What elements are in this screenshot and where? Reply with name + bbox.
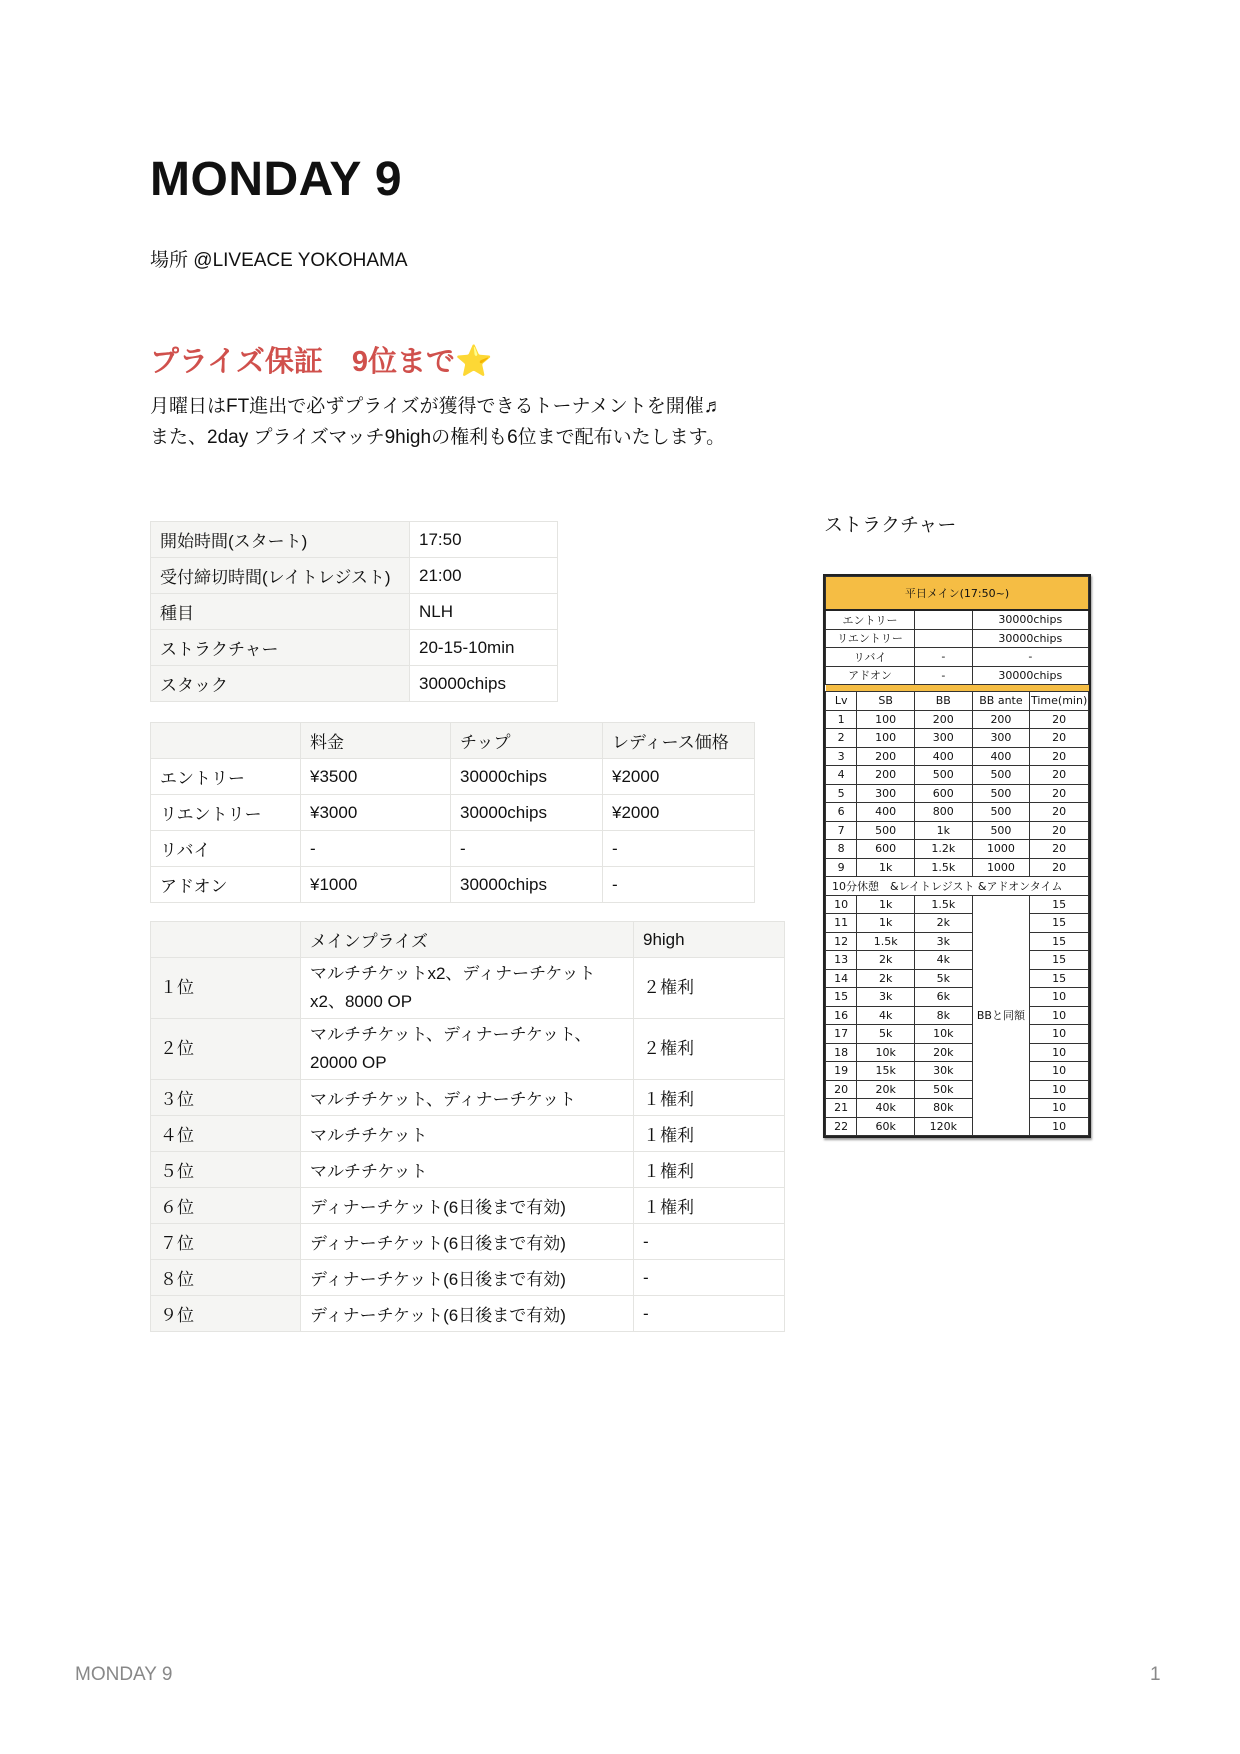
info-value: 20-15-10min (410, 630, 558, 666)
level-row (826, 914, 1089, 933)
level-cell: 7 (826, 821, 857, 840)
level-cell: 300 (857, 784, 915, 803)
fee-ladies: ¥2000 (603, 795, 755, 831)
rank-9high: - (634, 1260, 785, 1296)
summary-row (826, 610, 1089, 629)
table-row (151, 1019, 785, 1080)
level-row (826, 858, 1089, 877)
fee-price: - (301, 831, 451, 867)
level-row (826, 747, 1089, 766)
level-row (826, 1025, 1089, 1044)
rank-prize: マルチチケット (301, 1152, 634, 1188)
level-cell: 20 (1030, 784, 1089, 803)
rank-label: １位 (151, 958, 301, 1019)
level-cell: 300 (914, 729, 972, 748)
level-cell: 1.5k (857, 932, 915, 951)
table-header-row (151, 922, 785, 958)
table-row (151, 759, 755, 795)
level-cell: 200 (972, 710, 1030, 729)
level-cell: 14 (826, 969, 857, 988)
table-row (151, 594, 558, 630)
level-cell: 1 (826, 710, 857, 729)
summary-row (826, 666, 1089, 685)
level-cell: 40k (857, 1099, 915, 1118)
level-cell: 2k (857, 969, 915, 988)
level-cell: 20 (1030, 821, 1089, 840)
fee-price: ¥1000 (301, 867, 451, 903)
level-cell: 1000 (972, 840, 1030, 859)
column-header: SB (857, 692, 915, 711)
level-cell: 11 (826, 914, 857, 933)
level-cell: 15 (1030, 895, 1089, 914)
level-cell: 17 (826, 1025, 857, 1044)
level-cell: 10 (1030, 988, 1089, 1007)
fee-chips: - (451, 831, 603, 867)
level-cell: 1k (857, 895, 915, 914)
level-cell: 800 (914, 803, 972, 822)
rank-9high: １権利 (634, 1116, 785, 1152)
info-label: スタック (151, 666, 410, 702)
prize-heading-text: プライズ保証 9位まで (150, 346, 455, 378)
level-cell: 18 (826, 1043, 857, 1062)
table-row (151, 958, 785, 1019)
level-cell: 500 (972, 803, 1030, 822)
level-row (826, 988, 1089, 1007)
level-cell: 10 (1030, 1062, 1089, 1081)
info-value: 21:00 (410, 558, 558, 594)
summary-row (826, 648, 1089, 667)
fee-type: アドオン (151, 867, 301, 903)
level-cell: 100 (857, 729, 915, 748)
level-cell: 200 (857, 766, 915, 785)
column-header: 9high (634, 922, 785, 958)
prize-table (150, 921, 785, 1332)
level-cell: 2k (914, 914, 972, 933)
level-cell: 21 (826, 1099, 857, 1118)
summary-label: リエントリー (826, 629, 915, 648)
info-value: 17:50 (410, 522, 558, 558)
rank-9high: １権利 (634, 1152, 785, 1188)
structure-banner: 平日メイン(17:50~) (826, 577, 1089, 611)
level-cell: 400 (857, 803, 915, 822)
level-cell: 10 (1030, 1043, 1089, 1062)
summary-mid: - (914, 648, 972, 667)
intro-line: 月曜日はFT進出で必ずプライズが獲得できるトーナメントを開催♬ (150, 396, 723, 417)
level-cell: 60k (857, 1117, 915, 1136)
column-header: 料金 (301, 723, 451, 759)
level-cell: 8 (826, 840, 857, 859)
level-row (826, 1117, 1089, 1136)
column-header (151, 922, 301, 958)
table-row (151, 1260, 785, 1296)
level-row (826, 1062, 1089, 1081)
rank-9high: - (634, 1296, 785, 1332)
level-cell: 10 (1030, 1117, 1089, 1136)
level-cell: 3k (914, 932, 972, 951)
summary-label: リバイ (826, 648, 915, 667)
rank-label: ２位 (151, 1019, 301, 1080)
level-row (826, 1099, 1089, 1118)
table-header-row (151, 723, 755, 759)
rank-prize: マルチチケットx2、ディナーチケットx2、8000 OP (301, 958, 634, 1019)
rank-9high: ２権利 (634, 958, 785, 1019)
level-cell: 12 (826, 932, 857, 951)
info-label: 開始時間(スタート) (151, 522, 410, 558)
structure-label: ストラクチャー (824, 515, 957, 536)
level-cell: 15 (1030, 969, 1089, 988)
level-cell: 30k (914, 1062, 972, 1081)
level-cell: 20k (914, 1043, 972, 1062)
rank-label: ９位 (151, 1296, 301, 1332)
level-cell: 6k (914, 988, 972, 1007)
event-info-table (150, 521, 558, 702)
rank-prize: マルチチケット (301, 1116, 634, 1152)
level-cell: 600 (857, 840, 915, 859)
level-cell: 9 (826, 858, 857, 877)
level-cell: 50k (914, 1080, 972, 1099)
level-cell: 100 (857, 710, 915, 729)
level-cell: 10k (914, 1025, 972, 1044)
level-cell: 10 (1030, 1025, 1089, 1044)
info-label: 受付締切時間(レイトレジスト) (151, 558, 410, 594)
level-row (826, 784, 1089, 803)
ante-note: BBと同額 (972, 895, 1030, 1136)
level-cell: 400 (914, 747, 972, 766)
level-cell: 20k (857, 1080, 915, 1099)
level-cell: 13 (826, 951, 857, 970)
level-cell: 10 (1030, 1099, 1089, 1118)
fee-ladies: - (603, 831, 755, 867)
level-row (826, 840, 1089, 859)
rank-9high: １権利 (634, 1080, 785, 1116)
level-cell: 20 (1030, 858, 1089, 877)
table-row (151, 558, 558, 594)
rank-9high: - (634, 1224, 785, 1260)
level-cell: 300 (972, 729, 1030, 748)
level-cell: 500 (972, 821, 1030, 840)
rank-label: ７位 (151, 1224, 301, 1260)
summary-mid: - (914, 666, 972, 685)
level-row (826, 951, 1089, 970)
info-label: 種目 (151, 594, 410, 630)
footer-title: MONDAY 9 (75, 1664, 173, 1685)
structure-table (825, 576, 1089, 1136)
column-header: BB ante (972, 692, 1030, 711)
level-cell: 15k (857, 1062, 915, 1081)
fee-chips: 30000chips (451, 867, 603, 903)
level-cell: 2 (826, 729, 857, 748)
level-cell: 10k (857, 1043, 915, 1062)
structure-header-row (826, 692, 1089, 711)
level-cell: 500 (857, 821, 915, 840)
rank-label: ４位 (151, 1116, 301, 1152)
rank-label: ５位 (151, 1152, 301, 1188)
level-cell: 1k (914, 821, 972, 840)
rank-prize: マルチチケット、ディナーチケット、20000 OP (301, 1019, 634, 1080)
level-cell: 1k (857, 858, 915, 877)
divider (826, 685, 1089, 692)
level-cell: 500 (972, 784, 1030, 803)
column-header: メインプライズ (301, 922, 634, 958)
level-cell: 20 (826, 1080, 857, 1099)
level-row (826, 710, 1089, 729)
prize-heading (150, 342, 492, 382)
table-row (151, 522, 558, 558)
level-cell: 3k (857, 988, 915, 1007)
level-row (826, 1006, 1089, 1025)
fee-price: ¥3000 (301, 795, 451, 831)
level-cell: 10 (1030, 1080, 1089, 1099)
level-row (826, 766, 1089, 785)
level-row (826, 803, 1089, 822)
level-cell: 1.2k (914, 840, 972, 859)
level-cell: 4k (914, 951, 972, 970)
level-cell: 1.5k (914, 895, 972, 914)
level-row (826, 932, 1089, 951)
level-cell: 5k (914, 969, 972, 988)
intro-text (150, 391, 725, 453)
column-header: BB (914, 692, 972, 711)
level-cell: 22 (826, 1117, 857, 1136)
table-row (151, 1188, 785, 1224)
rank-prize: ディナーチケット(6日後まで有効) (301, 1260, 634, 1296)
fee-chips: 30000chips (451, 759, 603, 795)
rank-9high: ２権利 (634, 1019, 785, 1080)
rank-prize: マルチチケット、ディナーチケット (301, 1080, 634, 1116)
fee-table (150, 722, 755, 903)
level-cell: 20 (1030, 747, 1089, 766)
fee-ladies: ¥2000 (603, 759, 755, 795)
table-row (151, 867, 755, 903)
column-header (151, 723, 301, 759)
rank-prize: ディナーチケット(6日後まで有効) (301, 1224, 634, 1260)
level-cell: 20 (1030, 710, 1089, 729)
level-cell: 400 (972, 747, 1030, 766)
level-row (826, 895, 1089, 914)
level-cell: 10 (1030, 1006, 1089, 1025)
page-number: 1 (1150, 1664, 1161, 1685)
summary-mid (914, 629, 972, 648)
levels-group-a (826, 710, 1089, 877)
level-cell: 120k (914, 1117, 972, 1136)
level-cell: 20 (1030, 803, 1089, 822)
star-icon: ⭐ (454, 345, 493, 378)
info-label: ストラクチャー (151, 630, 410, 666)
table-row (151, 630, 558, 666)
level-row (826, 1080, 1089, 1099)
level-cell: 600 (914, 784, 972, 803)
level-cell: 19 (826, 1062, 857, 1081)
table-row (151, 831, 755, 867)
rank-prize: ディナーチケット(6日後まで有効) (301, 1188, 634, 1224)
summary-label: アドオン (826, 666, 915, 685)
column-header: Time(min) (1030, 692, 1089, 711)
structure-sheet (823, 574, 1091, 1138)
venue-text: 場所 @LIVEACE YOKOHAMA (150, 250, 408, 271)
level-cell: 3 (826, 747, 857, 766)
fee-chips: 30000chips (451, 795, 603, 831)
level-cell: 200 (914, 710, 972, 729)
levels-group-b (826, 895, 1089, 1136)
level-cell: 500 (972, 766, 1030, 785)
level-cell: 20 (1030, 729, 1089, 748)
level-cell: 5k (857, 1025, 915, 1044)
summary-row (826, 629, 1089, 648)
level-cell: 10 (826, 895, 857, 914)
level-cell: 20 (1030, 766, 1089, 785)
table-row (151, 1296, 785, 1332)
intro-line: また、2day プライズマッチ9highの権利も6位まで配布いたします。 (150, 427, 726, 448)
level-row (826, 1043, 1089, 1062)
page-title: MONDAY 9 (150, 153, 403, 206)
break-row: 10分休憩 &レイトレジスト &アドオンタイム (826, 877, 1089, 896)
rank-label: ３位 (151, 1080, 301, 1116)
info-value: NLH (410, 594, 558, 630)
fee-price: ¥3500 (301, 759, 451, 795)
level-cell: 4 (826, 766, 857, 785)
summary-chips: 30000chips (972, 629, 1088, 648)
fee-type: エントリー (151, 759, 301, 795)
level-cell: 15 (826, 988, 857, 1007)
level-row (826, 729, 1089, 748)
level-cell: 20 (1030, 840, 1089, 859)
table-row (151, 1116, 785, 1152)
level-cell: 15 (1030, 914, 1089, 933)
level-cell: 8k (914, 1006, 972, 1025)
summary-chips: 30000chips (972, 610, 1088, 629)
level-cell: 1000 (972, 858, 1030, 877)
table-row (151, 1224, 785, 1260)
rank-label: ６位 (151, 1188, 301, 1224)
summary-label: エントリー (826, 610, 915, 629)
level-cell: 1k (857, 914, 915, 933)
level-cell: 6 (826, 803, 857, 822)
level-row (826, 969, 1089, 988)
level-cell: 500 (914, 766, 972, 785)
level-cell: 15 (1030, 951, 1089, 970)
info-value: 30000chips (410, 666, 558, 702)
summary-mid (914, 610, 972, 629)
summary-chips: 30000chips (972, 666, 1088, 685)
level-cell: 80k (914, 1099, 972, 1118)
level-cell: 1.5k (914, 858, 972, 877)
level-cell: 15 (1030, 932, 1089, 951)
table-row (151, 1080, 785, 1116)
table-row (151, 1152, 785, 1188)
rank-label: ８位 (151, 1260, 301, 1296)
table-row (151, 666, 558, 702)
rank-prize: ディナーチケット(6日後まで有効) (301, 1296, 634, 1332)
level-cell: 2k (857, 951, 915, 970)
fee-ladies: - (603, 867, 755, 903)
rank-9high: １権利 (634, 1188, 785, 1224)
level-row (826, 821, 1089, 840)
level-cell: 200 (857, 747, 915, 766)
level-cell: 16 (826, 1006, 857, 1025)
level-cell: 4k (857, 1006, 915, 1025)
column-header: Lv (826, 692, 857, 711)
fee-type: リバイ (151, 831, 301, 867)
table-row (151, 795, 755, 831)
column-header: チップ (451, 723, 603, 759)
column-header: レディース価格 (603, 723, 755, 759)
level-cell: 5 (826, 784, 857, 803)
summary-chips: - (972, 648, 1088, 667)
fee-type: リエントリー (151, 795, 301, 831)
